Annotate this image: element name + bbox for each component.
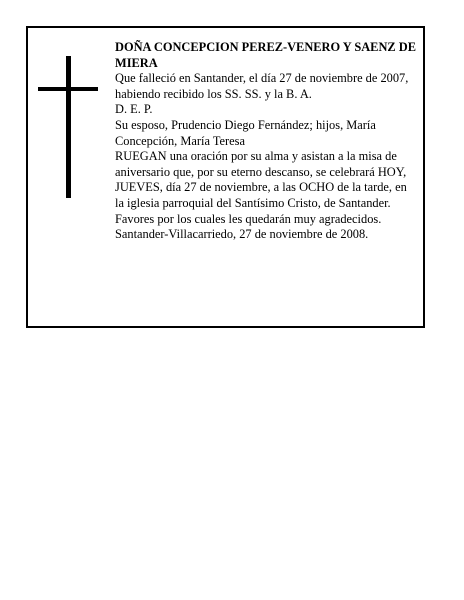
notice-text <box>115 40 417 243</box>
family-line: Su esposo, Prudencio Diego Fernández; hijos, María Concepción, María Teresa <box>115 117 376 148</box>
obituary-notice <box>26 26 425 328</box>
deceased-name: DOÑA CONCEPCION PEREZ-VENERO Y SAENZ DE MIERA <box>115 40 416 70</box>
place-date: Santander-Villacarriedo, 27 de noviembre de 2008. <box>115 227 369 242</box>
cross-icon <box>38 56 98 198</box>
mass-request: RUEGAN una oración por su alma y asistan a la misa de aniversario que, por su eterno descanso, se celebrará HOY, JUEVES, día 27 de noviembre, a las OCHO de la tarde, en la iglesia parroquial del Santísimo Cristo, de Santander. Favores por los cuales les quedarán muy agradecidos. <box>115 149 407 226</box>
dep-line: D. E. P. <box>115 102 153 117</box>
cross-horizontal-bar <box>38 87 98 91</box>
cross-vertical-bar <box>66 56 71 198</box>
death-statement: Que falleció en Santander, el día 27 de noviembre de 2007, habiendo recibido los SS. SS. y la B. A. <box>115 71 409 101</box>
